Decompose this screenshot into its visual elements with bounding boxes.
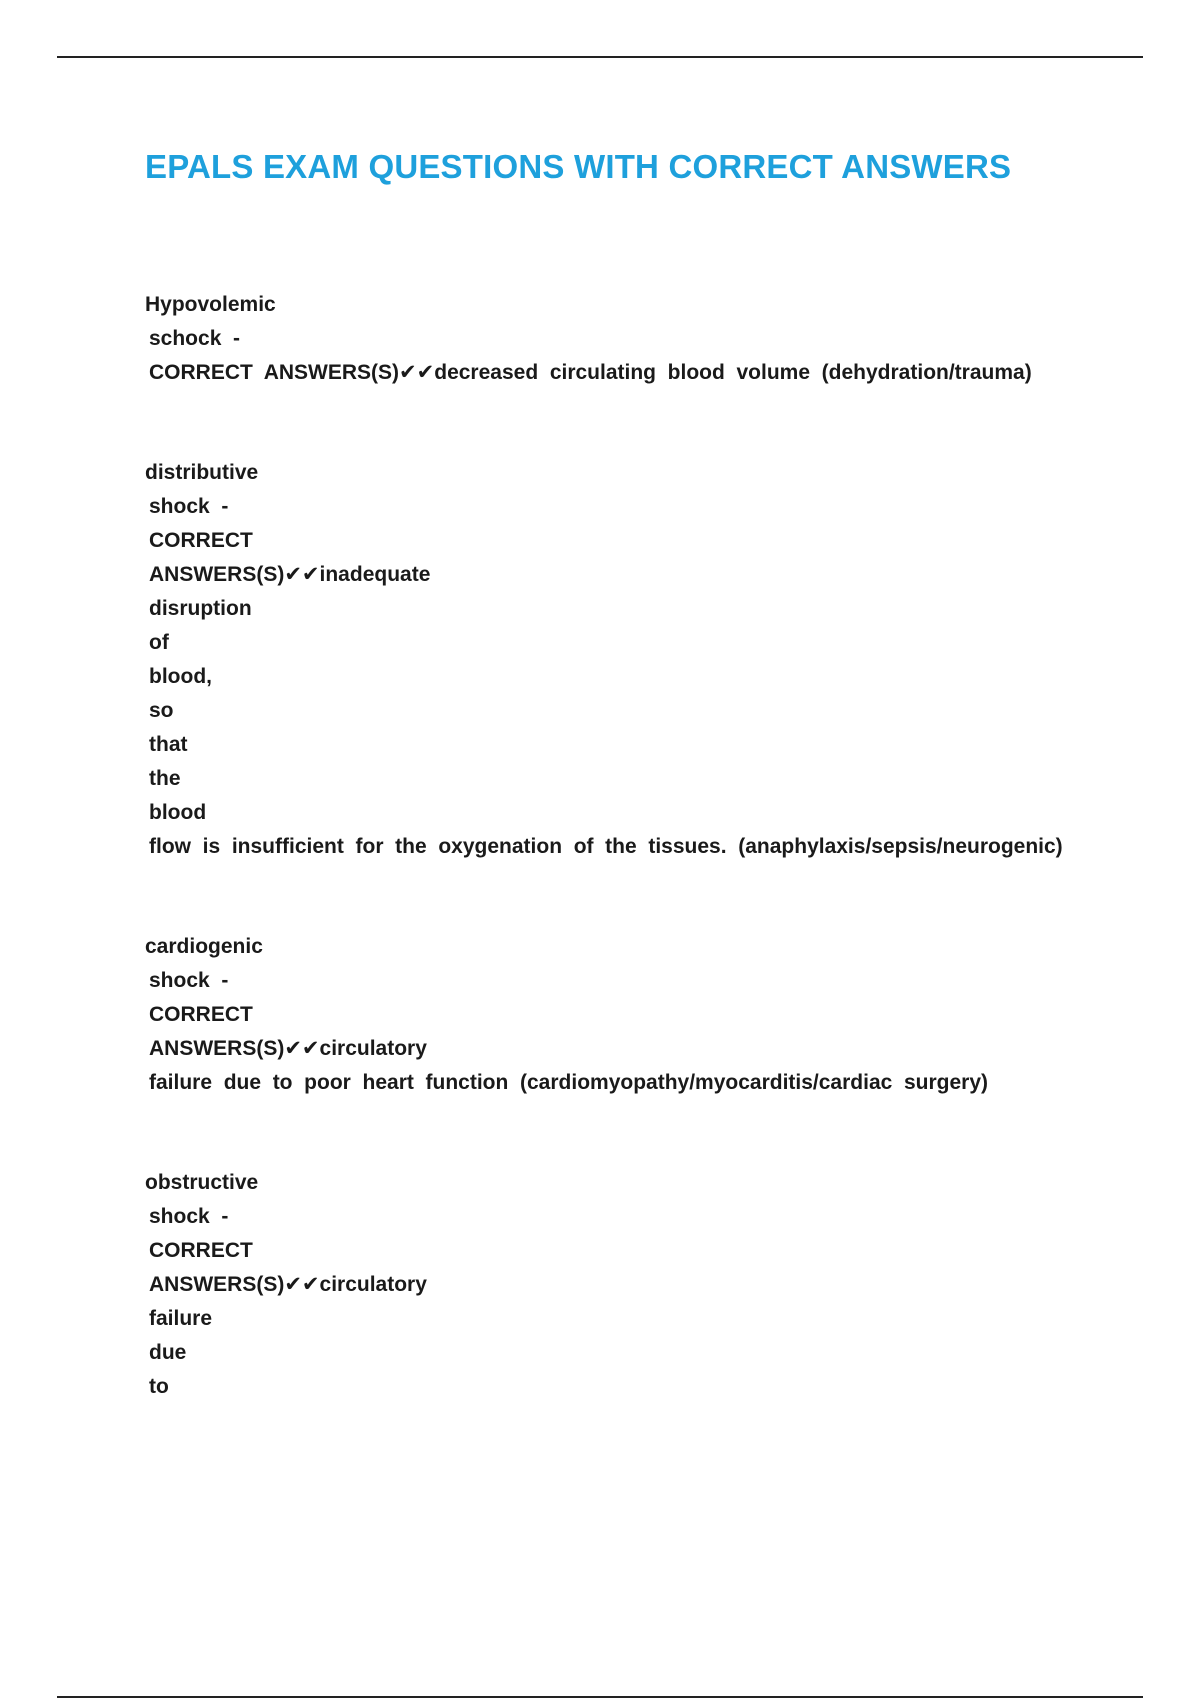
qa-line: shock - [149,1205,229,1228]
qa-line: to [149,1375,169,1398]
qa-term: cardiogenic [145,935,263,958]
qa-term: obstructive [145,1171,259,1194]
qa-item-cardiogenic [145,930,988,1100]
qa-line: that [149,733,188,756]
qa-line: disruption [149,597,252,620]
qa-line: blood [149,801,207,824]
footer-rule [57,1696,1143,1698]
qa-line: failure due to poor heart function (cardiomyopathy/myocarditis/cardiac surgery) [149,1071,989,1094]
qa-answer: CORRECT ANSWERS(S)✔✔decreased circulating blood volume (dehydration/trauma) [149,361,1032,384]
qa-line: CORRECT [149,1003,253,1026]
qa-line: failure [149,1307,213,1330]
qa-line: shock - [149,969,229,992]
qa-line: of [149,631,169,654]
header-rule [57,56,1143,58]
qa-line: the [149,767,181,790]
qa-answer: ANSWERS(S)✔✔inadequate [149,563,431,586]
qa-line: flow is insufficient for the oxygenation of the tissues. (anaphylaxis/sepsis/neurogenic) [149,835,1063,858]
qa-line: so [149,699,174,722]
qa-line: CORRECT [149,529,253,552]
qa-item-hypovolemic [145,288,1032,390]
qa-item-obstructive [145,1166,427,1404]
qa-line: due [149,1341,187,1364]
qa-answer: ANSWERS(S)✔✔circulatory [149,1037,427,1060]
qa-term: distributive [145,461,259,484]
qa-term: Hypovolemic [145,293,276,316]
qa-line: shock - [149,495,229,518]
document-title: EPALS EXAM QUESTIONS WITH CORRECT ANSWERS [145,148,1012,185]
qa-line: blood, [149,665,212,688]
qa-answer: ANSWERS(S)✔✔circulatory [149,1273,427,1296]
qa-line: CORRECT [149,1239,253,1262]
qa-line: schock - [149,327,241,350]
qa-item-distributive [145,456,1063,864]
